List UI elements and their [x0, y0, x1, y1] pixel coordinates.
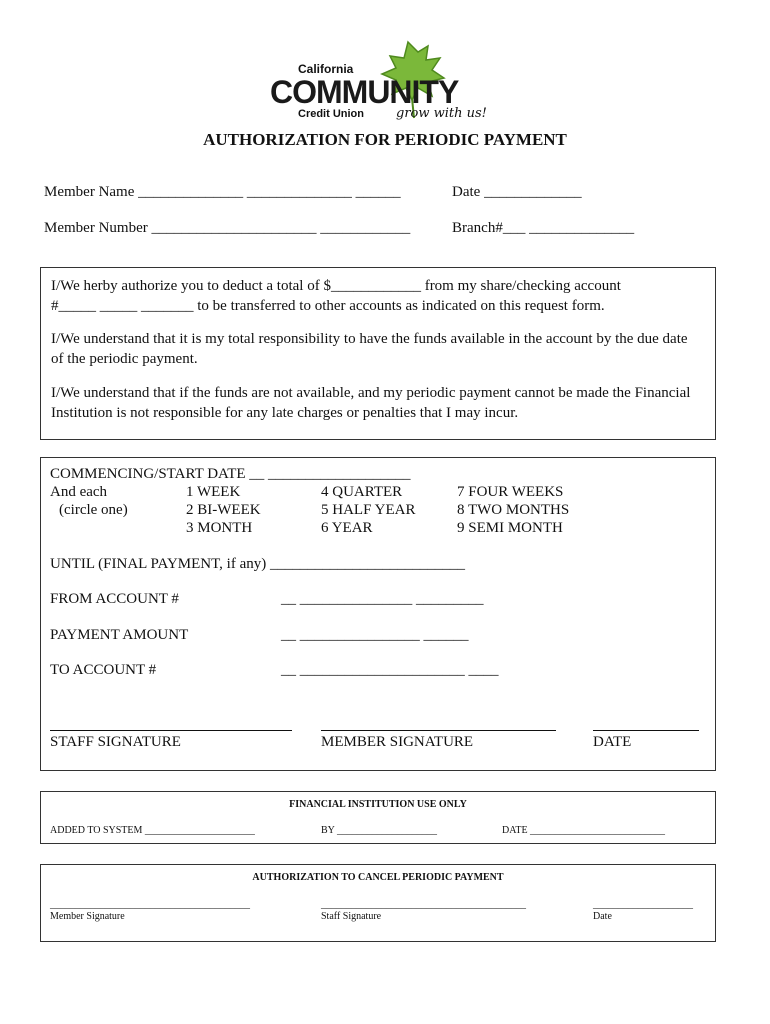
- logo-tagline: grow with us!: [396, 106, 487, 121]
- auth-p1-line2: #_____ _____ _______ to be transferred to other accounts as indicated on this request form.: [51, 298, 605, 314]
- member-number-field[interactable]: Member Number ______________________ ____________: [44, 220, 411, 236]
- until-final-payment-field[interactable]: UNTIL (FINAL PAYMENT, if any) __________________________: [50, 556, 465, 572]
- fi-date-field[interactable]: DATE ___________________________: [502, 825, 666, 836]
- cancel-staff-signature-label: Staff Signature: [321, 911, 382, 922]
- auth-p2-line1: I/We understand that it is my total responsibility to have the funds available in the account by the due date: [51, 331, 688, 347]
- member-signature-line[interactable]: [321, 730, 556, 731]
- frequency-option[interactable]: 3 MONTH: [186, 520, 253, 536]
- fi-use-box: [40, 791, 716, 844]
- staff-signature-line[interactable]: [50, 730, 292, 731]
- frequency-option[interactable]: 6 YEAR: [321, 520, 373, 536]
- credit-union-logo: [268, 38, 498, 128]
- frequency-option[interactable]: 5 HALF YEAR: [321, 502, 416, 518]
- fi-use-title: FINANCIAL INSTITUTION USE ONLY: [289, 799, 467, 810]
- cancel-staff-signature-line[interactable]: _________________________________________: [321, 899, 526, 910]
- from-account-label: FROM ACCOUNT #: [50, 591, 179, 607]
- commencing-date-field[interactable]: COMMENCING/START DATE __ ___________________: [50, 466, 411, 482]
- cancel-date-line[interactable]: ____________________: [593, 899, 693, 910]
- cancel-date-label: Date: [593, 911, 612, 922]
- payment-amount-field[interactable]: __ ________________ ______: [281, 627, 469, 643]
- auth-p2-line2: of the periodic payment.: [51, 351, 198, 367]
- member-name-field[interactable]: Member Name ______________ ______________ ______: [44, 184, 401, 200]
- cancel-title: AUTHORIZATION TO CANCEL PERIODIC PAYMENT: [252, 872, 504, 883]
- auth-p1-line1: I/We herby authorize you to deduct a total of $____________ from my share/checking account: [51, 278, 621, 294]
- auth-p3-line2: Institution is not responsible for any late charges or penalties that I may incur.: [51, 405, 519, 421]
- payment-amount-label: PAYMENT AMOUNT: [50, 627, 189, 643]
- date-field[interactable]: Date _____________: [452, 184, 582, 200]
- logo-credit-union: Credit Union: [298, 108, 364, 120]
- member-signature-label: MEMBER SIGNATURE: [321, 734, 474, 750]
- by-field[interactable]: BY ____________________: [321, 825, 438, 836]
- authorization-box: [40, 267, 716, 440]
- date-signature-line[interactable]: [593, 730, 699, 731]
- frequency-option[interactable]: 2 BI-WEEK: [186, 502, 261, 518]
- frequency-option[interactable]: 1 WEEK: [186, 484, 241, 500]
- from-account-field[interactable]: __ _______________ _________: [281, 591, 484, 607]
- date-label: DATE: [593, 734, 632, 750]
- frequency-option[interactable]: 8 TWO MONTHS: [457, 502, 570, 518]
- to-account-label: TO ACCOUNT #: [50, 662, 157, 678]
- logo-california: California: [298, 62, 354, 76]
- branch-field[interactable]: Branch#___ ______________: [452, 220, 635, 236]
- cancel-box: [40, 864, 716, 942]
- frequency-option[interactable]: 4 QUARTER: [321, 484, 403, 500]
- and-each-label: And each: [50, 484, 108, 500]
- schedule-box: [40, 457, 716, 771]
- cancel-member-signature-line[interactable]: ________________________________________: [50, 899, 250, 910]
- staff-signature-label: STAFF SIGNATURE: [50, 734, 181, 750]
- auth-p3-line1: I/We understand that if the funds are not available, and my periodic payment cannot be made the Financial: [51, 385, 691, 401]
- to-account-field[interactable]: __ ______________________ ____: [281, 662, 499, 678]
- added-to-system-field[interactable]: ADDED TO SYSTEM ______________________: [50, 825, 255, 836]
- frequency-option[interactable]: 7 FOUR WEEKS: [457, 484, 564, 500]
- frequency-option[interactable]: 9 SEMI MONTH: [457, 520, 563, 536]
- logo-community: COMMUNITY: [270, 74, 459, 110]
- cancel-member-signature-label: Member Signature: [50, 911, 125, 922]
- circle-one-label: (circle one): [59, 502, 128, 518]
- form-title: AUTHORIZATION FOR PERIODIC PAYMENT: [203, 130, 567, 149]
